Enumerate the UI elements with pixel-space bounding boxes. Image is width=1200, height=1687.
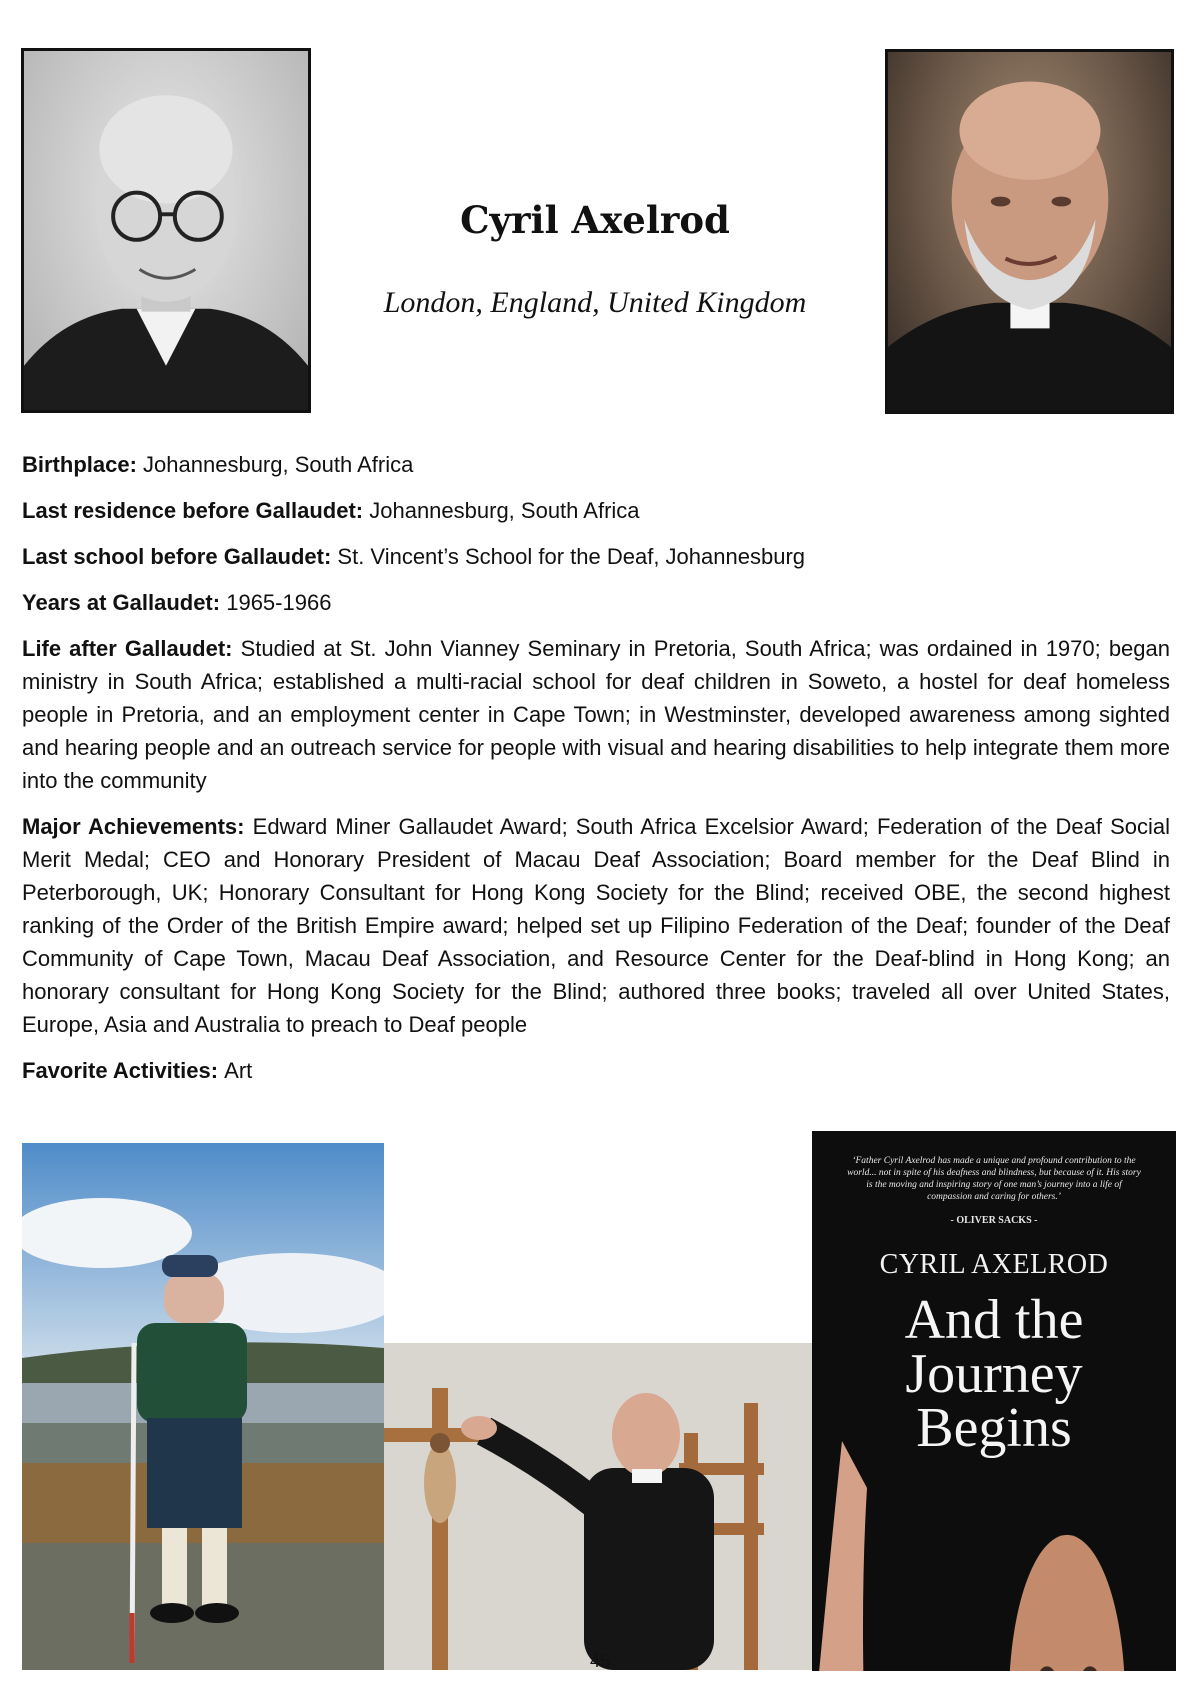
person-name: Cyril Axelrod bbox=[460, 198, 730, 242]
field-life-after bbox=[22, 632, 1170, 797]
field-value: St. Vincent’s School for the Deaf, Johannesburg bbox=[337, 544, 806, 569]
field-activities bbox=[22, 1054, 1170, 1087]
field-value: Johannesburg, South Africa bbox=[143, 452, 414, 477]
book-title-line: And the bbox=[904, 1289, 1084, 1351]
person-location: London, England, United Kingdom bbox=[383, 286, 807, 319]
field-value: Art bbox=[224, 1058, 253, 1083]
field-label: Last school before Gallaudet: bbox=[22, 544, 332, 569]
field-label: Years at Gallaudet: bbox=[22, 590, 221, 615]
field-label: Life after Gallaudet: bbox=[22, 636, 233, 661]
book-cover-author: CYRIL AXELROD bbox=[879, 1249, 1109, 1280]
field-label: Favorite Activities: bbox=[22, 1058, 219, 1083]
field-achievements bbox=[22, 810, 1170, 1041]
field-value: Johannesburg, South Africa bbox=[369, 498, 640, 523]
field-last-residence bbox=[22, 494, 1170, 527]
photo-kilt-outdoors bbox=[22, 1143, 384, 1670]
field-label: Major Achievements: bbox=[22, 814, 245, 839]
book-title-line: Journey bbox=[905, 1343, 1083, 1405]
book-cover-quote-author: - OLIVER SACKS - bbox=[950, 1215, 1038, 1226]
field-value: Studied at St. John Vianney Seminary in Pretoria, South Africa; was ordained in 1970; began ministry in South Africa; established a multi-racial school for deaf children in Soweto, a hostel for deaf homeless people in Pretoria, and an employment center in Cape Town; in Westminster, developed awareness among sighted and hearing people and an outreach service for people with visual and hearing disabilities to help integrate them more into the community bbox=[22, 636, 1170, 793]
field-last-school bbox=[22, 540, 1170, 573]
book-cover-figure bbox=[812, 1441, 1176, 1671]
field-years bbox=[22, 586, 1170, 619]
field-birthplace bbox=[22, 448, 1170, 481]
field-value: Edward Miner Gallaudet Award; South Africa Excelsior Award; Federation of the Deaf Social Merit Medal; CEO and Honorary President of Macau Deaf Association; Board member for the Deaf Blind in Peterborough, UK; Honorary Consultant for Hong Kong Society for the Blind; received OBE, the second highest ranking of the Order of the British Empire award; helped set up Filipino Federation of the Deaf; founder of the Deaf Community of Cape Town, Macau Deaf Association, and Resource Center for the Deaf-blind in Hong Kong; an honorary consultant for Hong Kong Society for the Blind; authored three books; traveled all over United States, Europe, Asia and Australia to preach to Deaf people bbox=[22, 814, 1170, 1037]
portrait-photo-recent bbox=[885, 49, 1174, 414]
book-title-line: Begins bbox=[916, 1397, 1072, 1459]
book-cover-quote: ‘Father Cyril Axelrod has made a unique and profound contribution to the world... not in spite of his deafness and blindness, but because of it. His story is the moving and inspiring story of one man’s journey into a life of compassion and caring for others.’ bbox=[847, 1156, 1141, 1202]
portrait-photo-young bbox=[21, 48, 311, 413]
book-cover bbox=[812, 1131, 1176, 1671]
book-cover-title bbox=[812, 1289, 1176, 1459]
biography bbox=[22, 448, 1170, 1100]
page-number: 45 bbox=[589, 1651, 611, 1671]
photo-with-crucifix bbox=[384, 1343, 812, 1670]
field-label: Last residence before Gallaudet: bbox=[22, 498, 364, 523]
field-value: 1965-1966 bbox=[226, 590, 332, 615]
field-label: Birthplace: bbox=[22, 452, 137, 477]
